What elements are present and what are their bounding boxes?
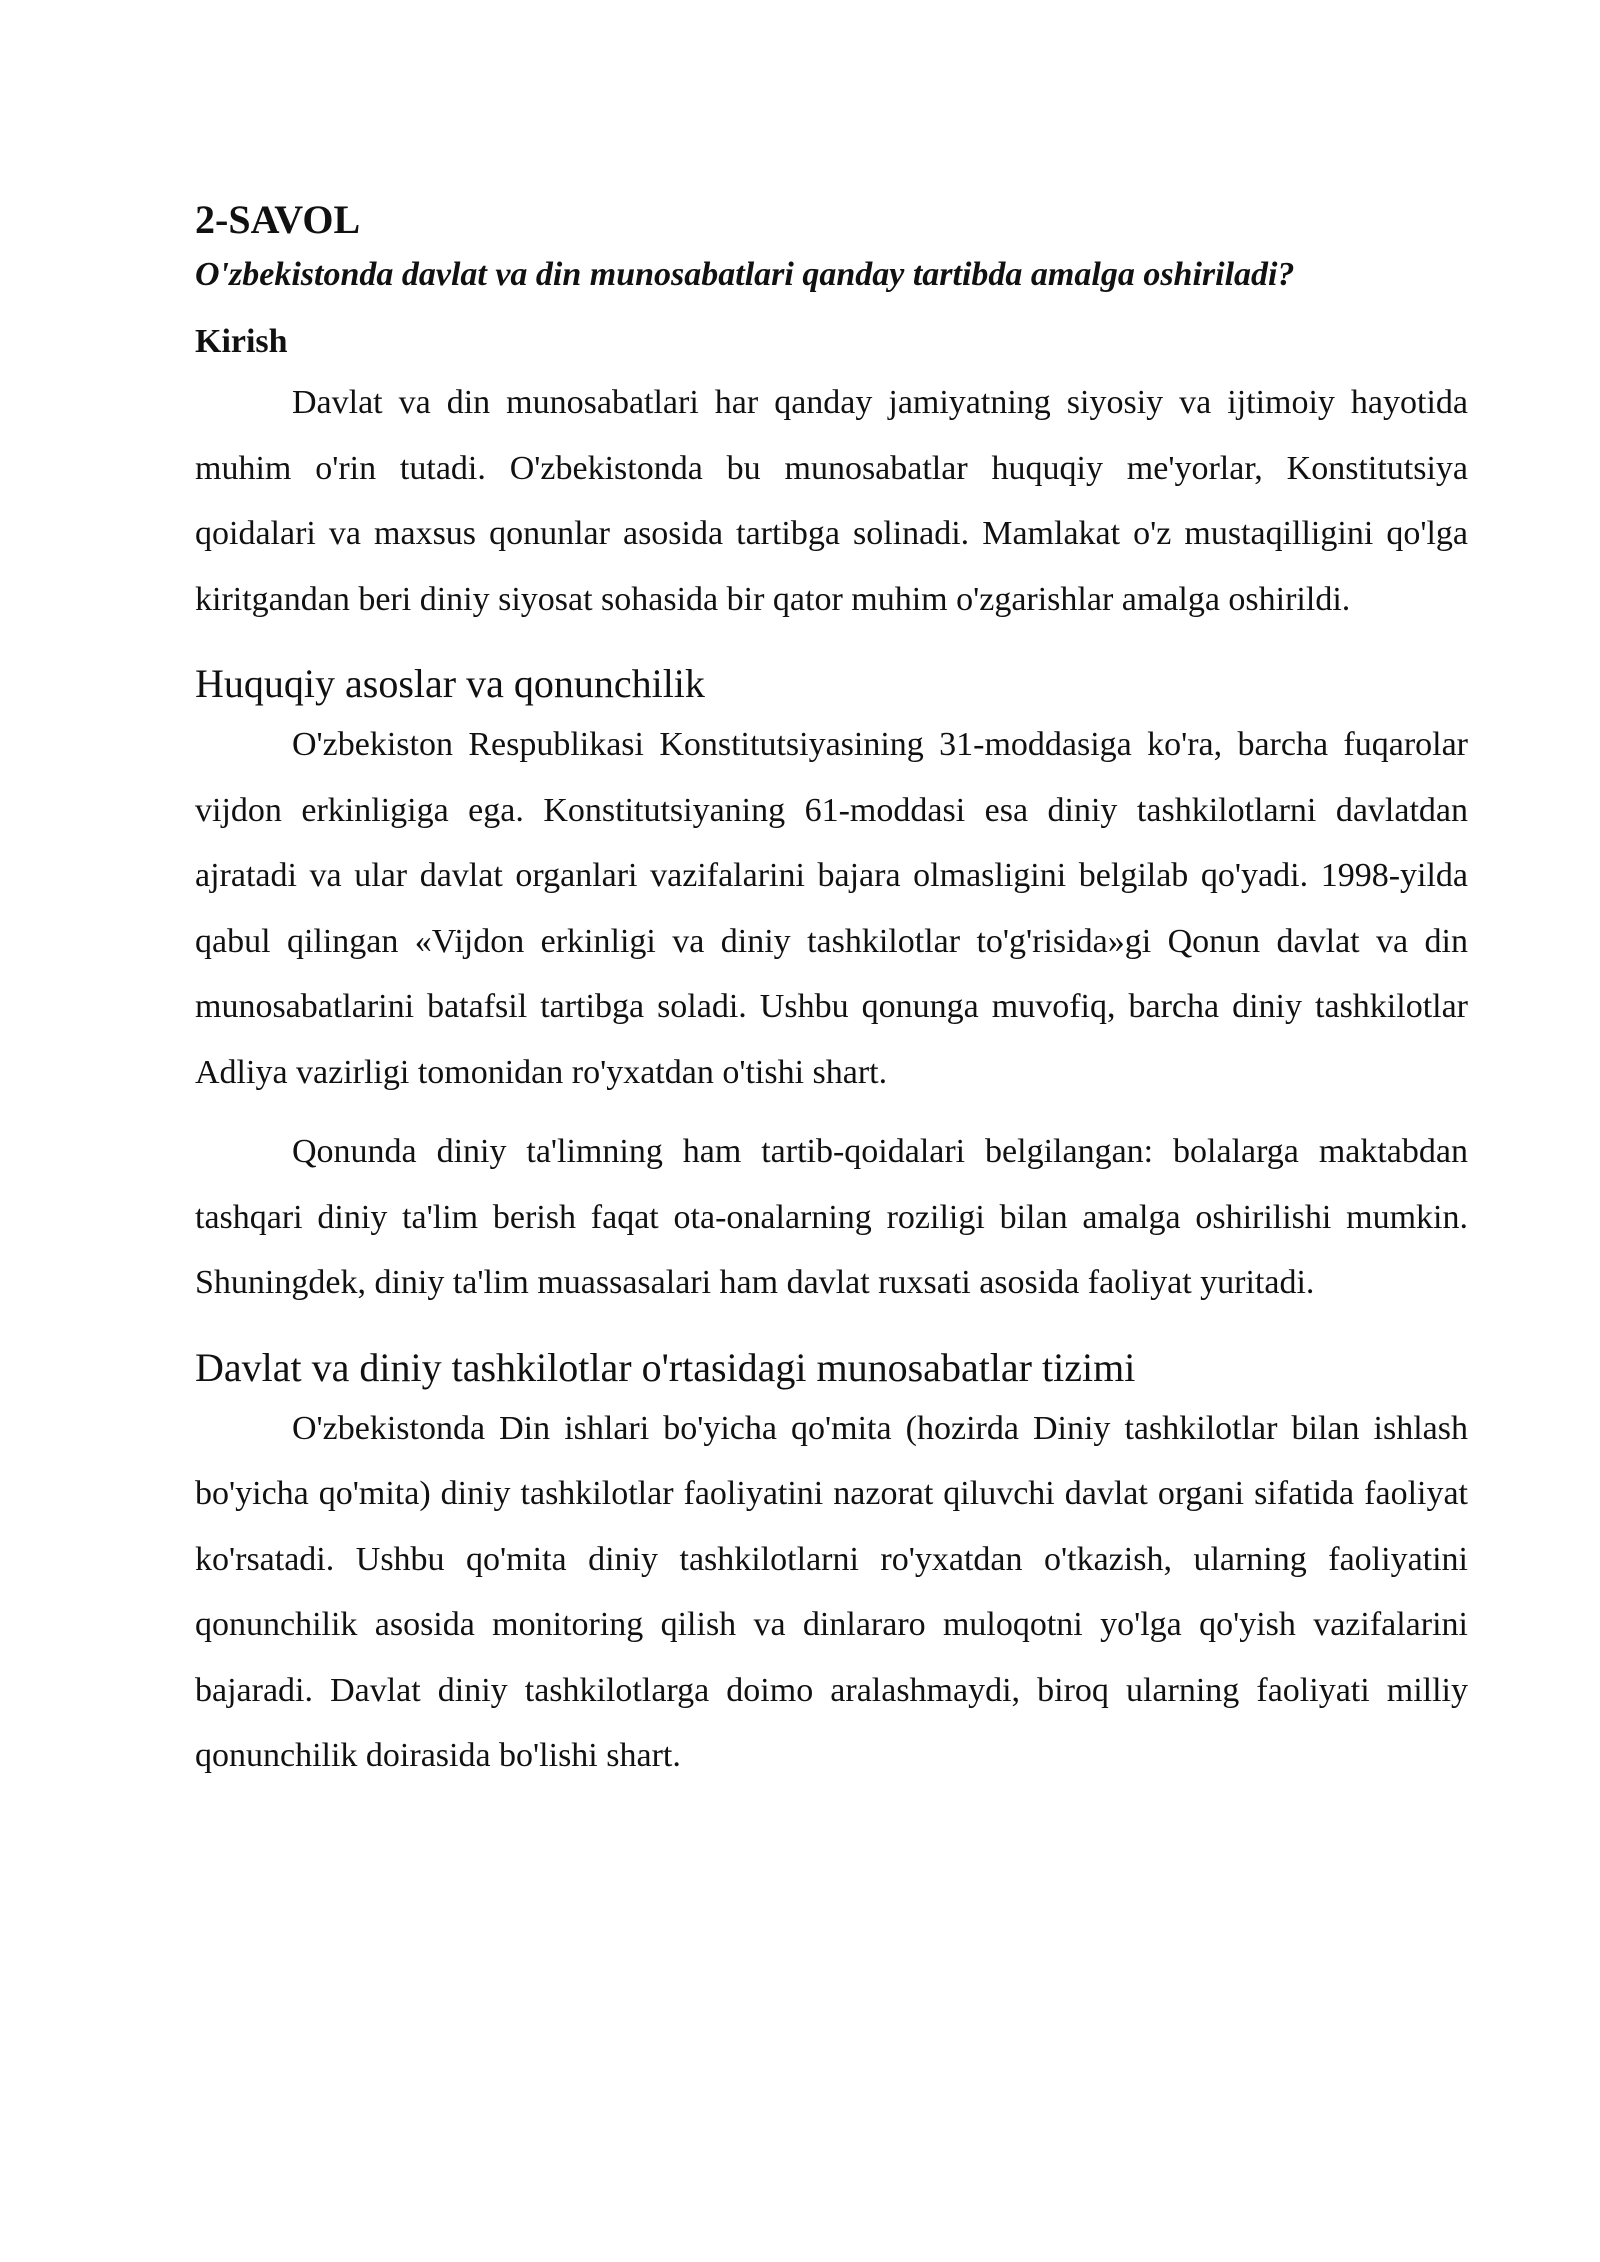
section-heading-relations-system: Davlat va diniy tashkilotlar o'rtasidagi munosabatlar tizimi bbox=[195, 1344, 1136, 1390]
intro-heading: Kirish bbox=[195, 323, 288, 360]
section-heading-legal-basis: Huquqiy asoslar va qonunchilik bbox=[195, 661, 705, 706]
relations-system-paragraph-1: O'zbekistonda Din ishlari bo'yicha qo'mita (hozirda Diniy tashkilotlar bilan ishlash bo'yicha qo'mita) diniy tashkilotlar faoliyatini nazorat qiluvchi davlat organi sifatida faoliyat ko'rsatadi. Ushbu qo'mita diniy tashkilotlarni ro'yxatdan o'tkazish, ularning faoliyatini qonunchilik asosida monitoring qilish va dinlararo muloqotni yo'lga qo'yish vazifalarini bajaradi. Davlat diniy tashkilotlarga doimo aralashmaydi, biroq ularning faoliyati milliy qonunchilik doirasida bo'lishi shart. bbox=[195, 1409, 1468, 1774]
legal-basis-paragraph-1: O'zbekiston Respublikasi Konstitutsiyasining 31-moddasiga ko'ra, barcha fuqarolar vijdon erkinligiga ega. Konstitutsiyaning 61-moddasi esa diniy tashkilotlarni davlatdan ajratadi va ular davlat organlari vazifalarini bajara olmasligini belgilab qo'yadi. 1998-yilda qabul qilingan «Vijdon erkinligi va diniy tashkilotlar to'g'risida»gi Qonun davlat va din munosabatlarini batafsil tartibga soladi. Ushbu qonunga muvofiq, barcha diniy tashkilotlar Adliya vazirligi tomonidan ro'yxatdan o'tishi shart. bbox=[195, 726, 1468, 1091]
document-label: 2-SAVOL bbox=[195, 197, 361, 242]
question-title: O'zbekistonda davlat va din munosabatlari qanday tartibda amalga oshiriladi? bbox=[195, 256, 1295, 293]
document-page bbox=[195, 192, 1468, 1789]
legal-basis-paragraph-2: Qonunda diniy ta'limning ham tartib-qoidalari belgilangan: bolalarga maktabdan tashqari diniy ta'lim berish faqat ota-onalarning roziligi bilan amalga oshirilishi mumkin. Shuningdek, diniy ta'lim muassasalari ham davlat ruxsati asosida faoliyat yuritadi. bbox=[195, 1133, 1468, 1301]
intro-paragraph: Davlat va din munosabatlari har qanday jamiyatning siyosiy va ijtimoiy hayotida muhim o'rin tutadi. O'zbekistonda bu munosabatlar huquqiy me'yorlar, Konstitutsiya qoidalari va maxsus qonunlar asosida tartibga solinadi. Mamlakat o'z mustaqilligini qo'lga kiritgandan beri diniy siyosat sohasida bir qator muhim o'zgarishlar amalga oshirildi. bbox=[195, 384, 1468, 618]
